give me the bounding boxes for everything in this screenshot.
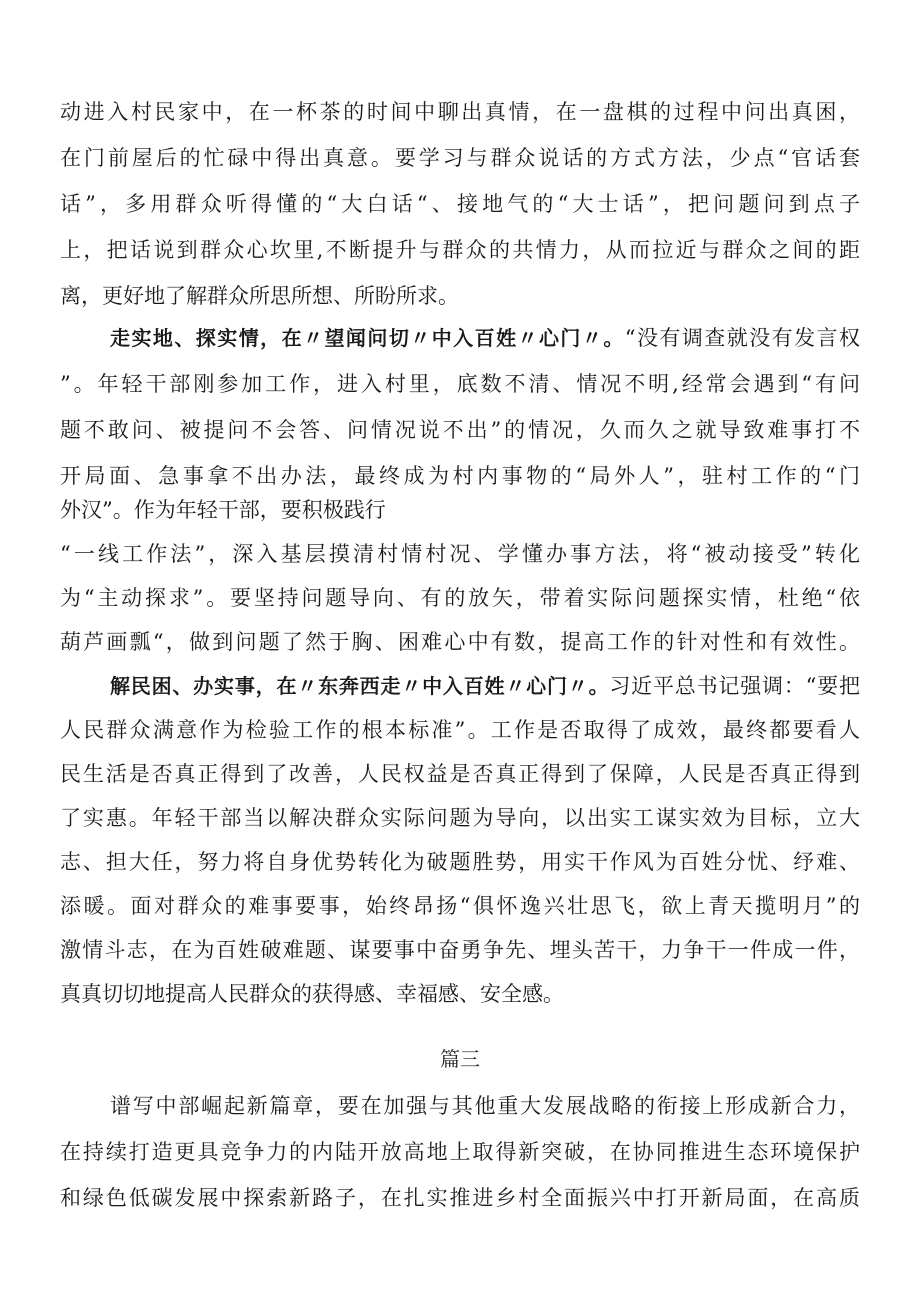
p4-line-3: 和绿色低碳发展中探索新路子，在扎实推进乡村全面振兴中打开新局面，在高质 <box>60 1186 860 1210</box>
p4-line-1: 谱写中部崛起新篇章，要在加强与其他重大发展战略的衔接上形成新合力， <box>110 1094 860 1118</box>
p1-line-3: 话”，多用群众听得懂的“大白话“、接地气的“大士话”，把问题问到点子 <box>60 192 860 216</box>
p1-line-2: 在门前屋后的忙碌中得出真意。要学习与群众说话的方式方法，少点“官话套 <box>60 146 860 170</box>
p2-line-5: 外汉”。作为年轻干部，要积极践行 <box>60 498 386 522</box>
p3-first-rest: 习近平总书记强调：“要把 <box>609 674 860 698</box>
p3-first-line <box>110 668 860 704</box>
p2-heading: 走实地、探实情，在〃望闻问切〃中入百姓〃心门〃。 <box>110 326 625 350</box>
p2-first-rest: “没有调查就没有发言权 <box>624 326 860 350</box>
p3-line-3: 民生活是否真正得到了改善，人民权益是否真正得到了保障，人民是否真正得到 <box>60 762 860 786</box>
p2-line-4: 开局面、急事拿不出办法，最终成为村内事物的“局外人”，驻村工作的“门 <box>60 464 860 488</box>
p1-line-4: 上，把话说到群众心坎里,不断提升与群众的共情力，从而拉近与群众之间的距 <box>60 238 860 262</box>
p2-line-6: “一线工作法”，深入基层摸清村情村况、学懂办事方法，将“被动接受”转化 <box>60 542 860 566</box>
p3-line-4: 了实惠。年轻干部当以解决群众实际问题为导向，以出实工谋实效为目标，立大 <box>60 806 860 830</box>
p3-line-7: 激情斗志，在为百姓破难题、谋要事中奋勇争先、埋头苦干，力争干一件成一件， <box>60 938 860 962</box>
p3-line-8: 真真切切地提高人民群众的获得感、幸福感、安全感。 <box>60 982 564 1006</box>
p3-heading: 解民困、办实事，在〃东奔西走〃中入百姓〃心门〃。 <box>110 674 610 698</box>
p4-line-2: 在持续打造更具竞争力的内陆开放高地上取得新突破，在协同推进生态环境保护 <box>60 1140 860 1164</box>
p2-line-8: 葫芦画瓢“，做到问题了然于胸、困难心中有数，提高工作的针对性和有效性。 <box>60 630 860 654</box>
p1-line-5: 离，更好地了解群众所思所想、所盼所求。 <box>60 284 459 308</box>
p3-line-6: 添暖。面对群众的难事要事，始终昂扬“俱怀逸兴壮思飞，欲上青天揽明月”的 <box>60 894 860 918</box>
p1-line-1: 动进入村民家中，在一杯茶的时间中聊出真情，在一盘棋的过程中问出真困， <box>60 100 860 124</box>
section-title: 篇三 <box>440 1047 480 1071</box>
p3-line-5: 志、担大任，努力将自身优势转化为破题胜势，用实干作风为百姓分忧、纾难、 <box>60 850 860 874</box>
p3-line-2: 人民群众满意作为检验工作的根本标准”。工作是否取得了成效，最终都要看人 <box>60 718 860 742</box>
p2-line-2: ”。年轻干部刚参加工作，进入村里，底数不清、情况不明,经常会遇到“有问 <box>60 372 860 396</box>
p2-line-7: 为“主动探求”。要坚持问题导向、有的放矢，带着实际问题探实情，杜绝“依 <box>60 586 860 610</box>
p2-line-3: 题不敢问、被提问不会答、问情况说不出”的情况，久而久之就导致难事打不 <box>60 418 860 442</box>
p2-first-line <box>110 320 860 356</box>
